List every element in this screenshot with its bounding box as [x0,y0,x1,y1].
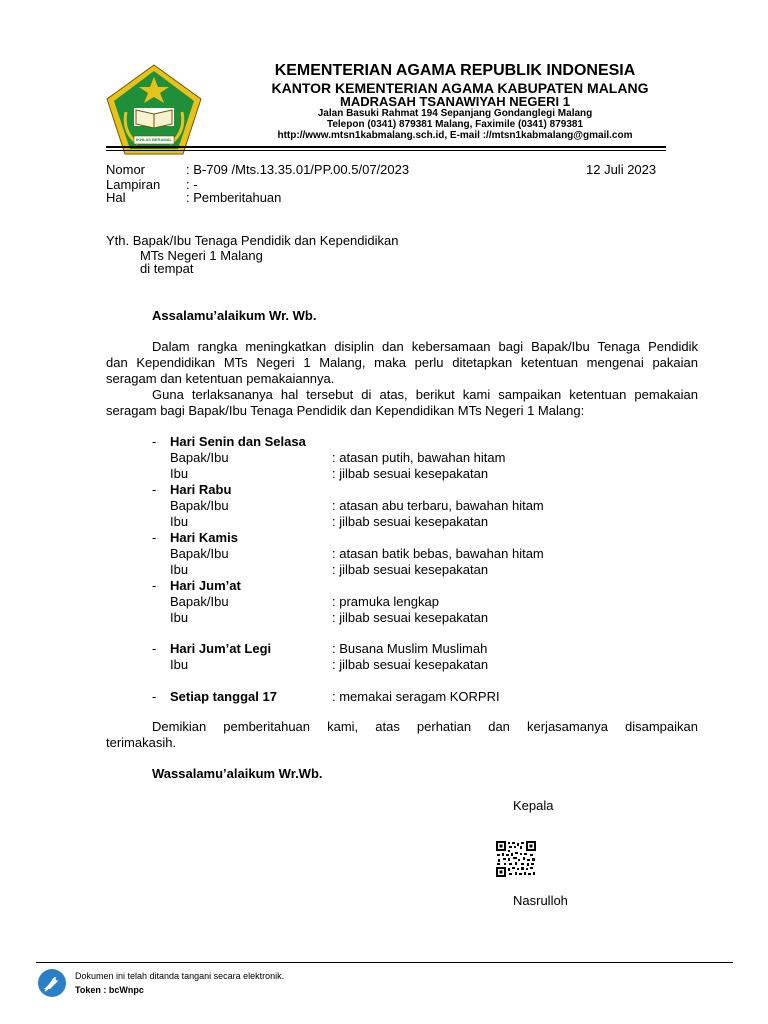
letterhead-divider-thin [106,150,666,151]
what: : pramuka lengkap [332,594,439,609]
letter-date: 12 Juli 2023 [586,162,657,177]
kop-ministry: KEMENTERIAN AGAMA REPUBLIK INDONESIA [274,62,636,79]
lampiran-label: Lampiran [106,177,161,192]
who: Ibu [170,657,189,672]
kop-web-email: http://www.mtsn1kabmalang.sch.id, E-mail ://mtsn1kabmalang@gmail.com [277,130,633,141]
day-rabu: Hari Rabu [170,482,232,497]
footer-note: Dokumen ini telah ditanda tangani secara elektronik. [75,971,285,981]
recipient-line3: di tempat [140,261,194,276]
signatory-title: Kepala [513,798,554,813]
lampiran-value: : - [186,177,198,192]
who: Bapak/Ibu [170,546,229,561]
footer-divider [36,962,733,963]
footer-token: Token : bcWnpc [75,985,144,995]
closing-line2: terimakasih. [106,735,177,750]
hal-value: : Pemberitahuan [186,190,282,205]
what: : jilbab sesuai kesepakatan [332,514,489,529]
who: Bapak/Ibu [170,594,229,609]
what: : atasan abu terbaru, bawahan hitam [332,498,544,513]
e-signature-icon [37,968,67,998]
day-jumat-legi: Hari Jum’at Legi [170,641,272,656]
para2-line2: seragam bagi Bapak/Ibu Tenaga Pendidik dan Kependidikan MTs Negeri 1 Malang: [106,403,585,418]
closing-line1: Demikian pemberitahuan kami, atas perhatian dan kerjasamanya disampaikan [152,719,698,734]
kop-school: MADRASAH TSANAWIYAH NEGERI 1 [340,94,570,109]
para1-line2: dan Kependidikan MTs Negeri 1 Malang, maka perlu ditetapkan ketentuan mengenai pakaian [106,355,698,370]
who: Ibu [170,562,189,577]
signature-qr-code [496,841,536,877]
bullet: - [152,641,157,656]
para1-line1: Dalam rangka meningkatkan disiplin dan kebersamaan bagi Bapak/Ibu Tenaga Pendidik [152,339,698,354]
signatory-name: Nasrulloh [513,893,568,908]
bullet: - [152,578,157,593]
bullet: - [152,434,157,449]
logo-motto: IKHLAS BERAMAL [136,136,172,142]
kop-office: KANTOR KEMENTERIAN AGAMA KABUPATEN MALANG [271,80,649,96]
who: Bapak/Ibu [170,450,229,465]
what: : jilbab sesuai kesepakatan [332,657,489,672]
what: : jilbab sesuai kesepakatan [332,610,489,625]
kop-address: Jalan Basuki Rahmat 194 Sepanjang Gondanglegi Malang [317,108,593,119]
what: : jilbab sesuai kesepakatan [332,562,489,577]
what: : Busana Muslim Muslimah [332,641,488,656]
day-jumat: Hari Jum’at [170,578,241,593]
salam-close: Wassalamu’alaikum Wr.Wb. [152,766,323,781]
day-kamis: Hari Kamis [170,530,238,545]
who: Bapak/Ibu [170,498,229,513]
para1-line3: seragam dan ketentuan pemakaiannya. [106,371,335,386]
who: Ibu [170,514,189,529]
what: : jilbab sesuai kesepakatan [332,466,489,481]
para2-line1: Guna terlaksananya hal tersebut di atas, berikut kami sampaikan ketentuan pemakaian [152,387,698,402]
recipient-line1: Yth. Bapak/Ibu Tenaga Pendidik dan Kependidikan [106,233,399,248]
what: : atasan putih, bawahan hitam [332,450,506,465]
nomor-label: Nomor [106,162,146,177]
hal-label: Hal [106,190,126,205]
who: Ibu [170,466,189,481]
bullet: - [152,689,157,704]
recipient-line2: MTs Negeri 1 Malang [140,248,263,263]
ministry-logo [104,62,204,158]
what: : memakai seragam KORPRI [332,689,500,704]
who: Ibu [170,610,189,625]
day-korpri: Setiap tanggal 17 [170,689,277,704]
what: : atasan batik bebas, bawahan hitam [332,546,544,561]
bullet: - [152,482,157,497]
salam-open: Assalamu’alaikum Wr. Wb. [152,308,317,323]
letterhead-divider-thick [106,146,666,148]
bullet: - [152,530,157,545]
day-senin-selasa: Hari Senin dan Selasa [170,434,306,449]
nomor-value: : B-709 /Mts.13.35.01/PP.00.5/07/2023 [186,162,410,177]
kop-phone: Telepon (0341) 879381 Malang, Faximile (0341) 879381 [326,119,584,130]
